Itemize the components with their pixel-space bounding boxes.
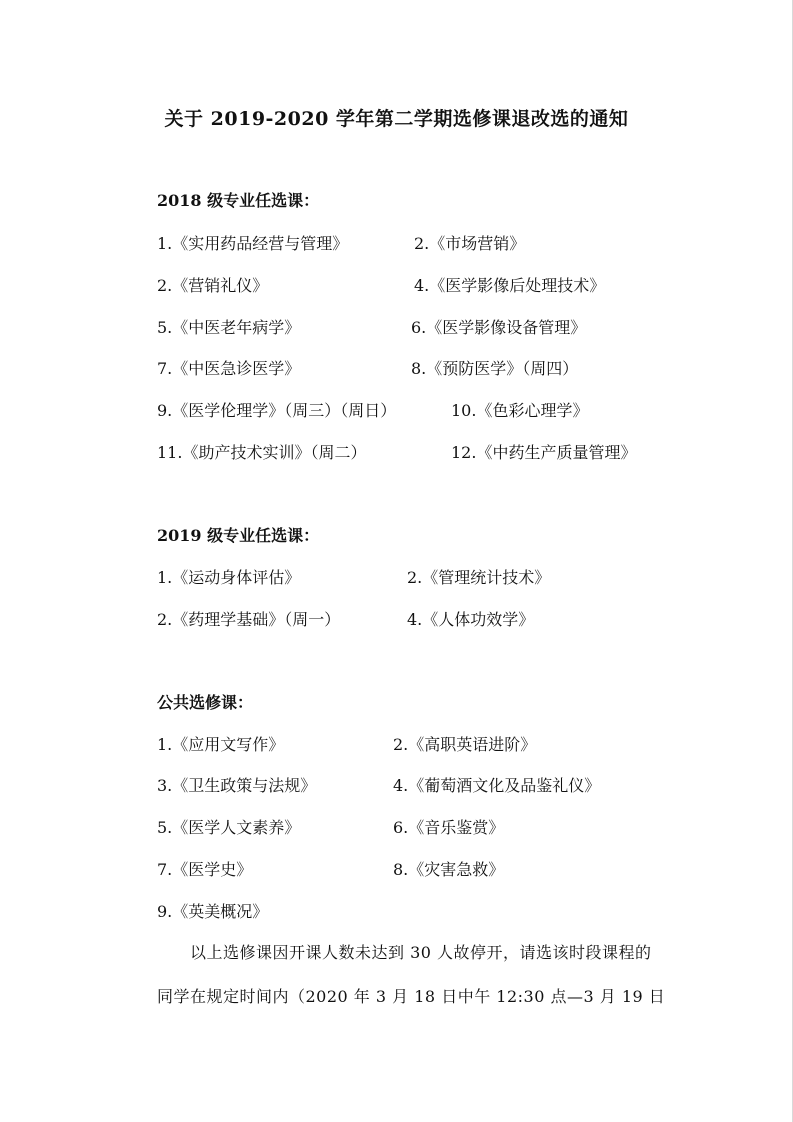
course-item: 6.《医学影像设备管理》 [411, 318, 587, 337]
notice-paragraph-line: 同学在规定时间内（2020 年 3 月 18 日中午 12:30 点—3 月 19 日 [157, 987, 666, 1006]
course-item: 11.《助产技术实训》（周二） [157, 443, 367, 462]
course-item: 3.《卫生政策与法规》 [157, 776, 317, 795]
page-title: 关于 2019-2020 学年第二学期选修课退改选的通知 [164, 108, 629, 130]
course-item: 4.《葡萄酒文化及品鉴礼仪》 [393, 776, 601, 795]
course-item: 2.《管理统计技术》 [407, 568, 551, 587]
course-item: 7.《中医急诊医学》 [157, 359, 301, 378]
course-item: 8.《预防医学》（周四） [411, 359, 579, 378]
course-item: 8.《灾害急救》 [393, 860, 505, 879]
course-item: 7.《医学史》 [157, 860, 253, 879]
section-heading-public: 公共选修课： [157, 693, 254, 712]
course-item: 2.《药理学基础》（周一） [157, 610, 341, 629]
notice-paragraph-line: 以上选修课因开课人数未达到 30 人故停开，请选该时段课程的 [190, 943, 652, 962]
course-item: 2.《高职英语进阶》 [393, 735, 537, 754]
course-item: 2.《营销礼仪》 [157, 276, 269, 295]
course-item: 1.《实用药品经营与管理》 [157, 234, 349, 253]
course-item: 1.《运动身体评估》 [157, 568, 301, 587]
course-item: 2.《市场营销》 [414, 234, 526, 253]
course-item: 10.《色彩心理学》 [451, 401, 589, 420]
course-item: 4.《医学影像后处理技术》 [414, 276, 606, 295]
course-item: 5.《医学人文素养》 [157, 818, 301, 837]
section-heading-2019: 2019 级专业任选课： [157, 526, 320, 545]
course-item: 4.《人体功效学》 [407, 610, 535, 629]
course-item: 12.《中药生产质量管理》 [451, 443, 637, 462]
course-item: 9.《医学伦理学》（周三）（周日） [157, 401, 397, 420]
course-item: 9.《英美概况》 [157, 902, 269, 921]
section-heading-2018: 2018 级专业任选课： [157, 191, 320, 210]
course-item: 6.《音乐鉴赏》 [393, 818, 505, 837]
course-item: 1.《应用文写作》 [157, 735, 285, 754]
course-item: 5.《中医老年病学》 [157, 318, 301, 337]
